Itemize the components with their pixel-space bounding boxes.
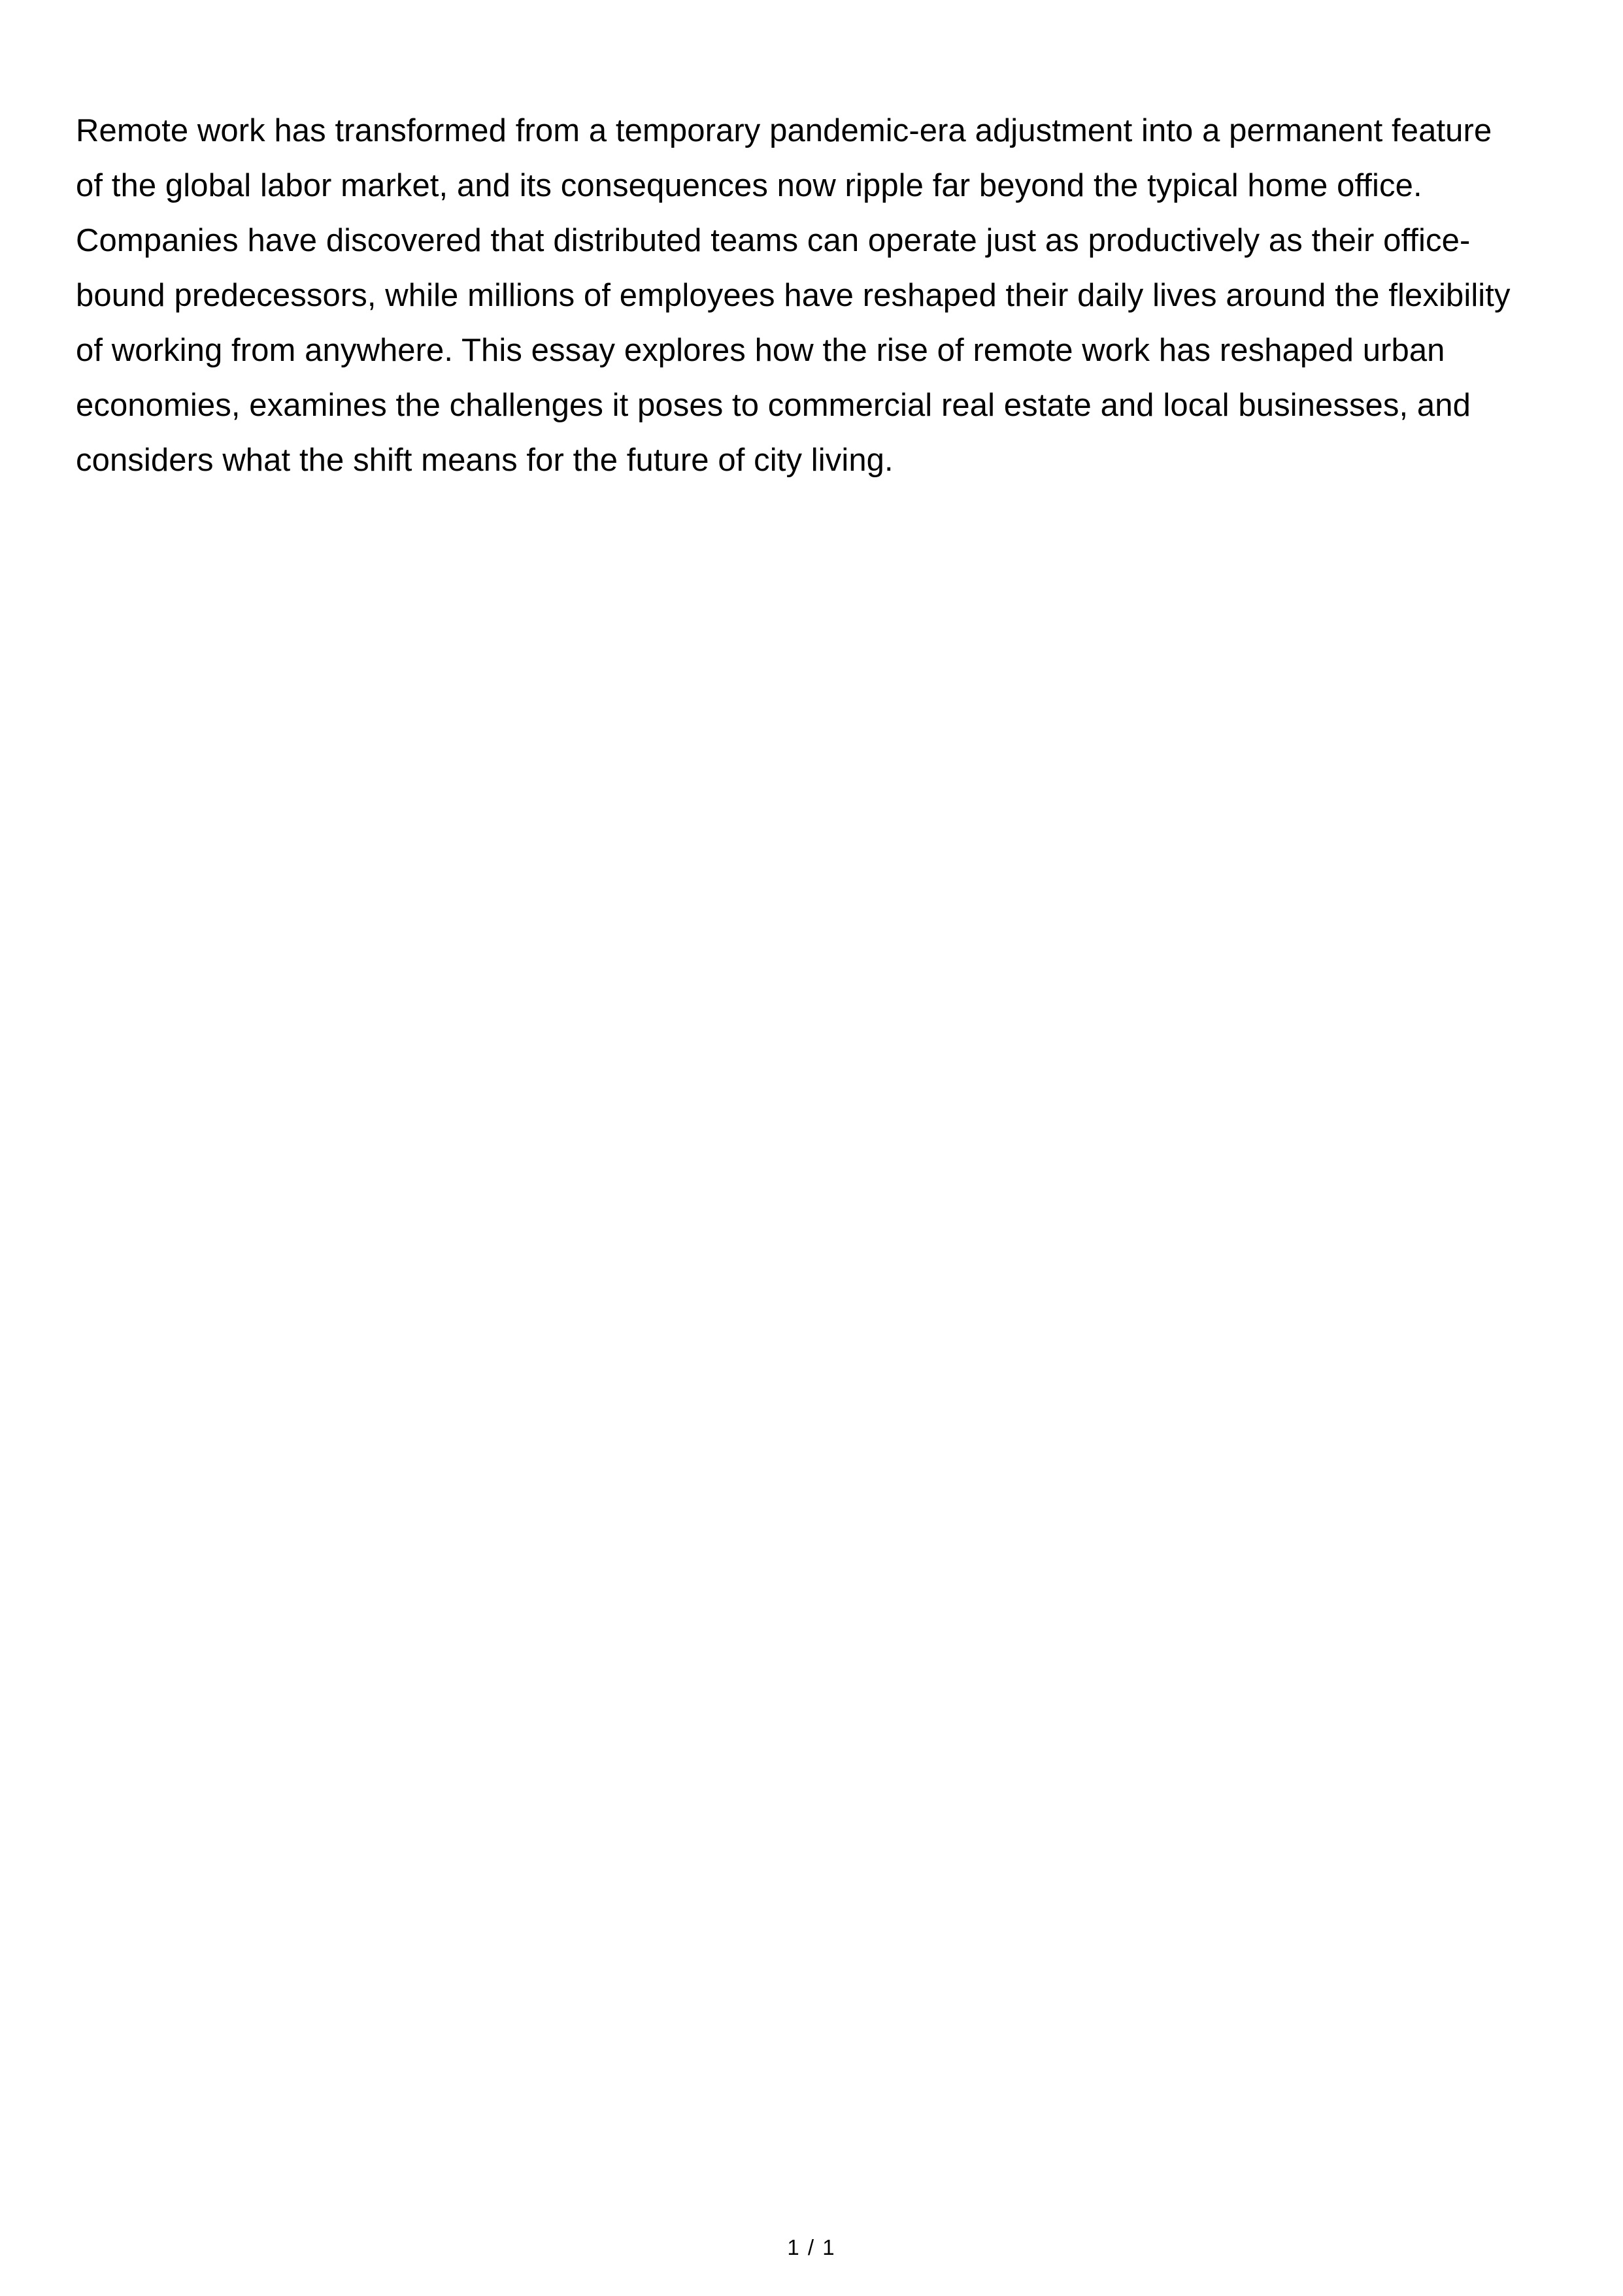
paragraph-line: considers what the shift means for the future of city living. xyxy=(76,443,894,478)
paragraph-line: economies, examines the challenges it poses to commercial real estate and local businesses, and xyxy=(76,388,1471,423)
paragraph-line: of the global labor market, and its consequences now ripple far beyond the typical home office. xyxy=(76,168,1422,203)
page-number: 1 / 1 xyxy=(787,2235,836,2259)
paragraph-line: bound predecessors, while millions of employees have reshaped their daily lives around the flexibility xyxy=(76,278,1511,313)
paragraph-line: of working from anywhere. This essay explores how the rise of remote work has reshaped urban xyxy=(76,333,1445,368)
paragraph-line: Remote work has transformed from a temporary pandemic-era adjustment into a permanent feature xyxy=(76,113,1492,148)
body-paragraph xyxy=(76,103,1553,488)
paragraph-line: Companies have discovered that distributed teams can operate just as productively as their office- xyxy=(76,223,1471,258)
